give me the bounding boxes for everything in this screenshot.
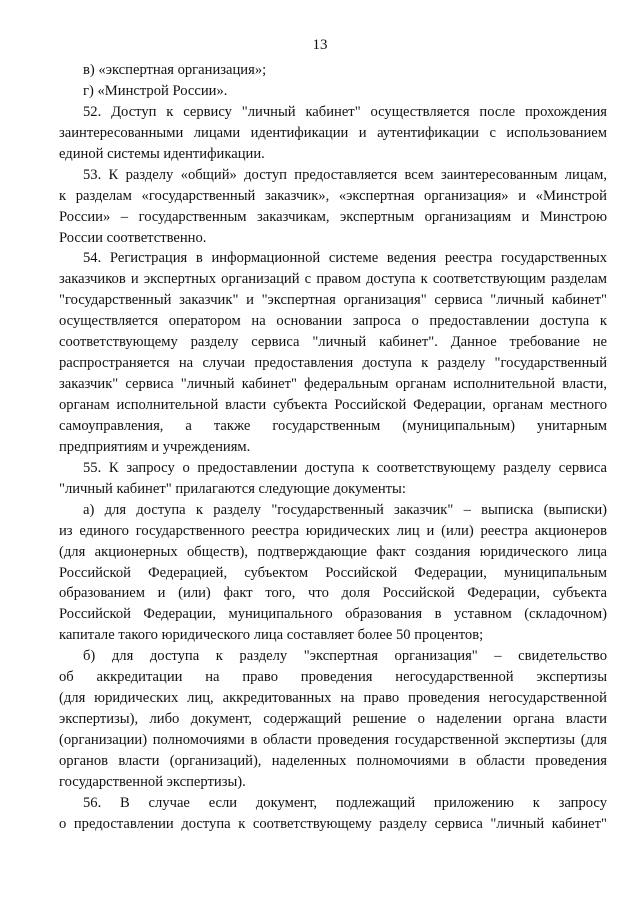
paragraph-item-g [59, 81, 607, 102]
text-line: самоуправления, а также государственным (муниципальным) унитарным [59, 417, 607, 434]
text-line: России» – государственным заказчикам, экспертным организациям и Минстрою [59, 208, 607, 225]
text-line: государственной экспертизы). [59, 773, 246, 790]
text-line: предприятиям и учреждениям. [59, 438, 251, 455]
paragraph-p56 [59, 793, 607, 835]
text-line: (для акционерных обществ), подтверждающие факт создания юридического лица [59, 543, 607, 560]
text-line: органов власти (организаций), наделенных полномочиями в области проведения [59, 752, 607, 769]
text-line: об аккредитации на право проведения негосударственной экспертизы [59, 669, 607, 686]
text-line: 53. К разделу «общий» доступ предоставляется всем заинтересованным лицам, [83, 166, 607, 183]
text-line: экспертизы), либо документ, содержащий решение о наделении органа власти [59, 711, 607, 728]
text-line: заказчиков и экспертных организаций с правом доступа к соответствующим разделам [59, 271, 607, 288]
text-line: Российской Федерации, муниципального образования в уставном (складочном) [59, 606, 607, 623]
text-line: единой системы идентификации. [59, 145, 265, 162]
text-line: из единого государственного реестра юридических лиц и (или) реестра акционеров [59, 522, 607, 539]
text-line: осуществляется оператором на основании запроса о предоставлении доступа к [59, 313, 607, 330]
text-line: к разделам «государственный заказчик», «экспертная организация» и «Минстрой [59, 187, 607, 204]
paragraph-p55a [59, 500, 607, 647]
page-number: 13 [312, 37, 328, 53]
text-line: г) «Минстрой России». [83, 82, 228, 99]
paragraph-p52 [59, 102, 607, 165]
text-line: (организации) полномочиями в области проведения государственной экспертизы (для [59, 732, 607, 748]
text-line: 55. К запросу о предоставлении доступа к соответствующему разделу сервиса [83, 459, 607, 476]
paragraph-p55 [59, 458, 607, 500]
text-line: распространяется на случаи предоставления доступа к разделу "государственный [59, 355, 607, 372]
text-line: а) для доступа к разделу "государственный заказчик" – выписка (выписки) [83, 501, 607, 518]
text-line: в) «экспертная организация»; [83, 62, 267, 78]
paragraph-item-v [59, 60, 607, 81]
text-line: капитале такого юридического лица составляет более 50 процентов; [59, 627, 484, 644]
text-line: "личный кабинет" прилагаются следующие документы: [59, 480, 406, 497]
text-line: о предоставлении доступа к соответствующему разделу сервиса "личный кабинет" [59, 815, 607, 832]
text-line: 52. Доступ к сервису "личный кабинет" осуществляется после прохождения [83, 103, 607, 120]
text-line: образованием и (или) факт того, что доля Российской Федерации, субъекта [59, 585, 607, 602]
text-line: (для юридических лиц, аккредитованных на право проведения негосударственной [59, 690, 607, 707]
text-line: б) для доступа к разделу "экспертная организация" – свидетельство [83, 648, 607, 665]
text-line: заказчик" сервиса "личный кабинет" федеральным органам исполнительной власти, [59, 376, 607, 393]
text-line: 54. Регистрация в информационной системе ведения реестра государственных [83, 250, 607, 267]
text-line: "государственный заказчик" и "экспертная организация" сервиса "личный кабинет" [59, 292, 607, 309]
document-body [59, 60, 607, 835]
text-line: соответствующему разделу сервиса "личный кабинет". Данное требование не [59, 334, 607, 351]
text-line: органам исполнительной власти субъекта Российской Федерации, органам местного [59, 397, 607, 413]
text-line: России соответственно. [59, 229, 207, 246]
paragraph-p54 [59, 248, 607, 457]
text-line: 56. В случае если документ, подлежащий приложению к запросу [83, 794, 607, 811]
paragraph-p55b [59, 646, 607, 793]
paragraph-p53 [59, 165, 607, 249]
text-line: Российской Федерацией, субъектом Российской Федерации, муниципальным [59, 564, 607, 581]
text-line: заинтересованными лицами идентификации и аутентификации с использованием [59, 124, 607, 141]
